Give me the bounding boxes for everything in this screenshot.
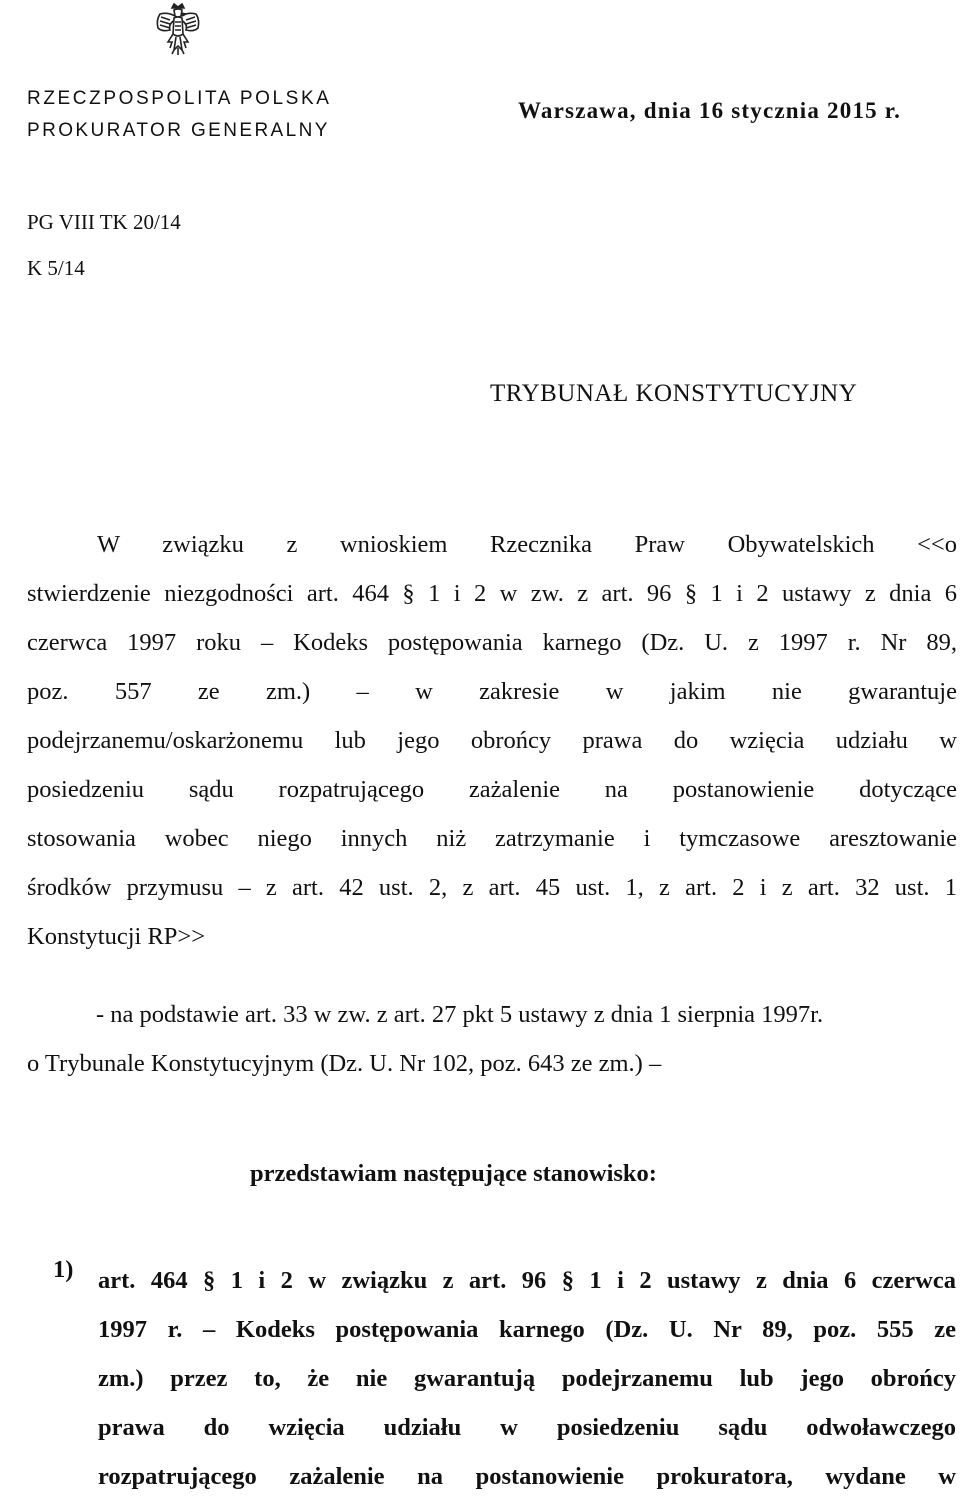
document-date: Warszawa, dnia 16 stycznia 2015 r. — [518, 98, 902, 123]
paragraph-line: Konstytucji RP>> — [27, 923, 206, 950]
item-line: rozpatrującego zażalenie na postanowienie prokuratora, wydane w — [98, 1463, 956, 1490]
paragraph-line: podejrzanemu/oskarżonemu lub jego obrońcy prawa do wzięcia udziału w — [27, 727, 957, 754]
item-number: 1) — [53, 1256, 74, 1283]
item-line: 1997 r. – Kodeks postępowania karnego (Dz. U. Nr 89, poz. 555 ze — [98, 1316, 956, 1343]
case-signature-k: K 5/14 — [27, 256, 85, 280]
stance-item — [98, 1256, 956, 1501]
item-line: zm.) przez to, że nie gwarantują podejrzanemu lub jego obrońcy — [98, 1365, 956, 1392]
motion-paragraph — [27, 520, 957, 961]
paragraph-line: środków przymusu – z art. 42 ust. 2, z art. 45 ust. 1, z art. 2 i z art. 32 ust. 1 — [27, 874, 957, 901]
paragraph-line: stosowania wobec niego innych niż zatrzymanie i tymczasowe aresztowanie — [27, 825, 957, 852]
paragraph-line: czerwca 1997 roku – Kodeks postępowania karnego (Dz. U. z 1997 r. Nr 89, — [27, 629, 957, 656]
addressee: TRYBUNAŁ KONSTYTUCYJNY — [490, 380, 858, 407]
paragraph-line: - na podstawie art. 33 w zw. z art. 27 pkt 5 ustawy z dnia 1 sierpnia 1997r. — [96, 1001, 824, 1028]
paragraph-line: W związku z wnioskiem Rzecznika Praw Obywatelskich <<o — [97, 531, 957, 558]
case-signature-pg: PG VIII TK 20/14 — [27, 210, 181, 234]
item-line: prawa do wzięcia udziału w posiedzeniu sądu odwoławczego — [98, 1414, 956, 1441]
polish-eagle-emblem-icon — [150, 2, 206, 58]
item-line: art. 464 § 1 i 2 w związku z art. 96 § 1 i 2 ustawy z dnia 6 czerwca — [98, 1267, 956, 1294]
issuer-country: RZECZPOSPOLITA POLSKA — [27, 88, 332, 109]
stance-heading: przedstawiam następujące stanowisko: — [250, 1160, 657, 1187]
paragraph-line: posiedzeniu sądu rozpatrującego zażalenie na postanowienie dotyczące — [27, 776, 957, 803]
paragraph-line: stwierdzenie niezgodności art. 464 § 1 i 2 w zw. z art. 96 § 1 i 2 ustawy z dnia 6 — [27, 580, 957, 607]
issuer-office: PROKURATOR GENERALNY — [27, 120, 330, 141]
paragraph-line: poz. 557 ze zm.) – w zakresie w jakim nie gwarantuje — [27, 678, 957, 705]
legal-basis-paragraph — [27, 990, 956, 1088]
paragraph-line: o Trybunale Konstytucyjnym (Dz. U. Nr 102, poz. 643 ze zm.) – — [27, 1050, 662, 1077]
